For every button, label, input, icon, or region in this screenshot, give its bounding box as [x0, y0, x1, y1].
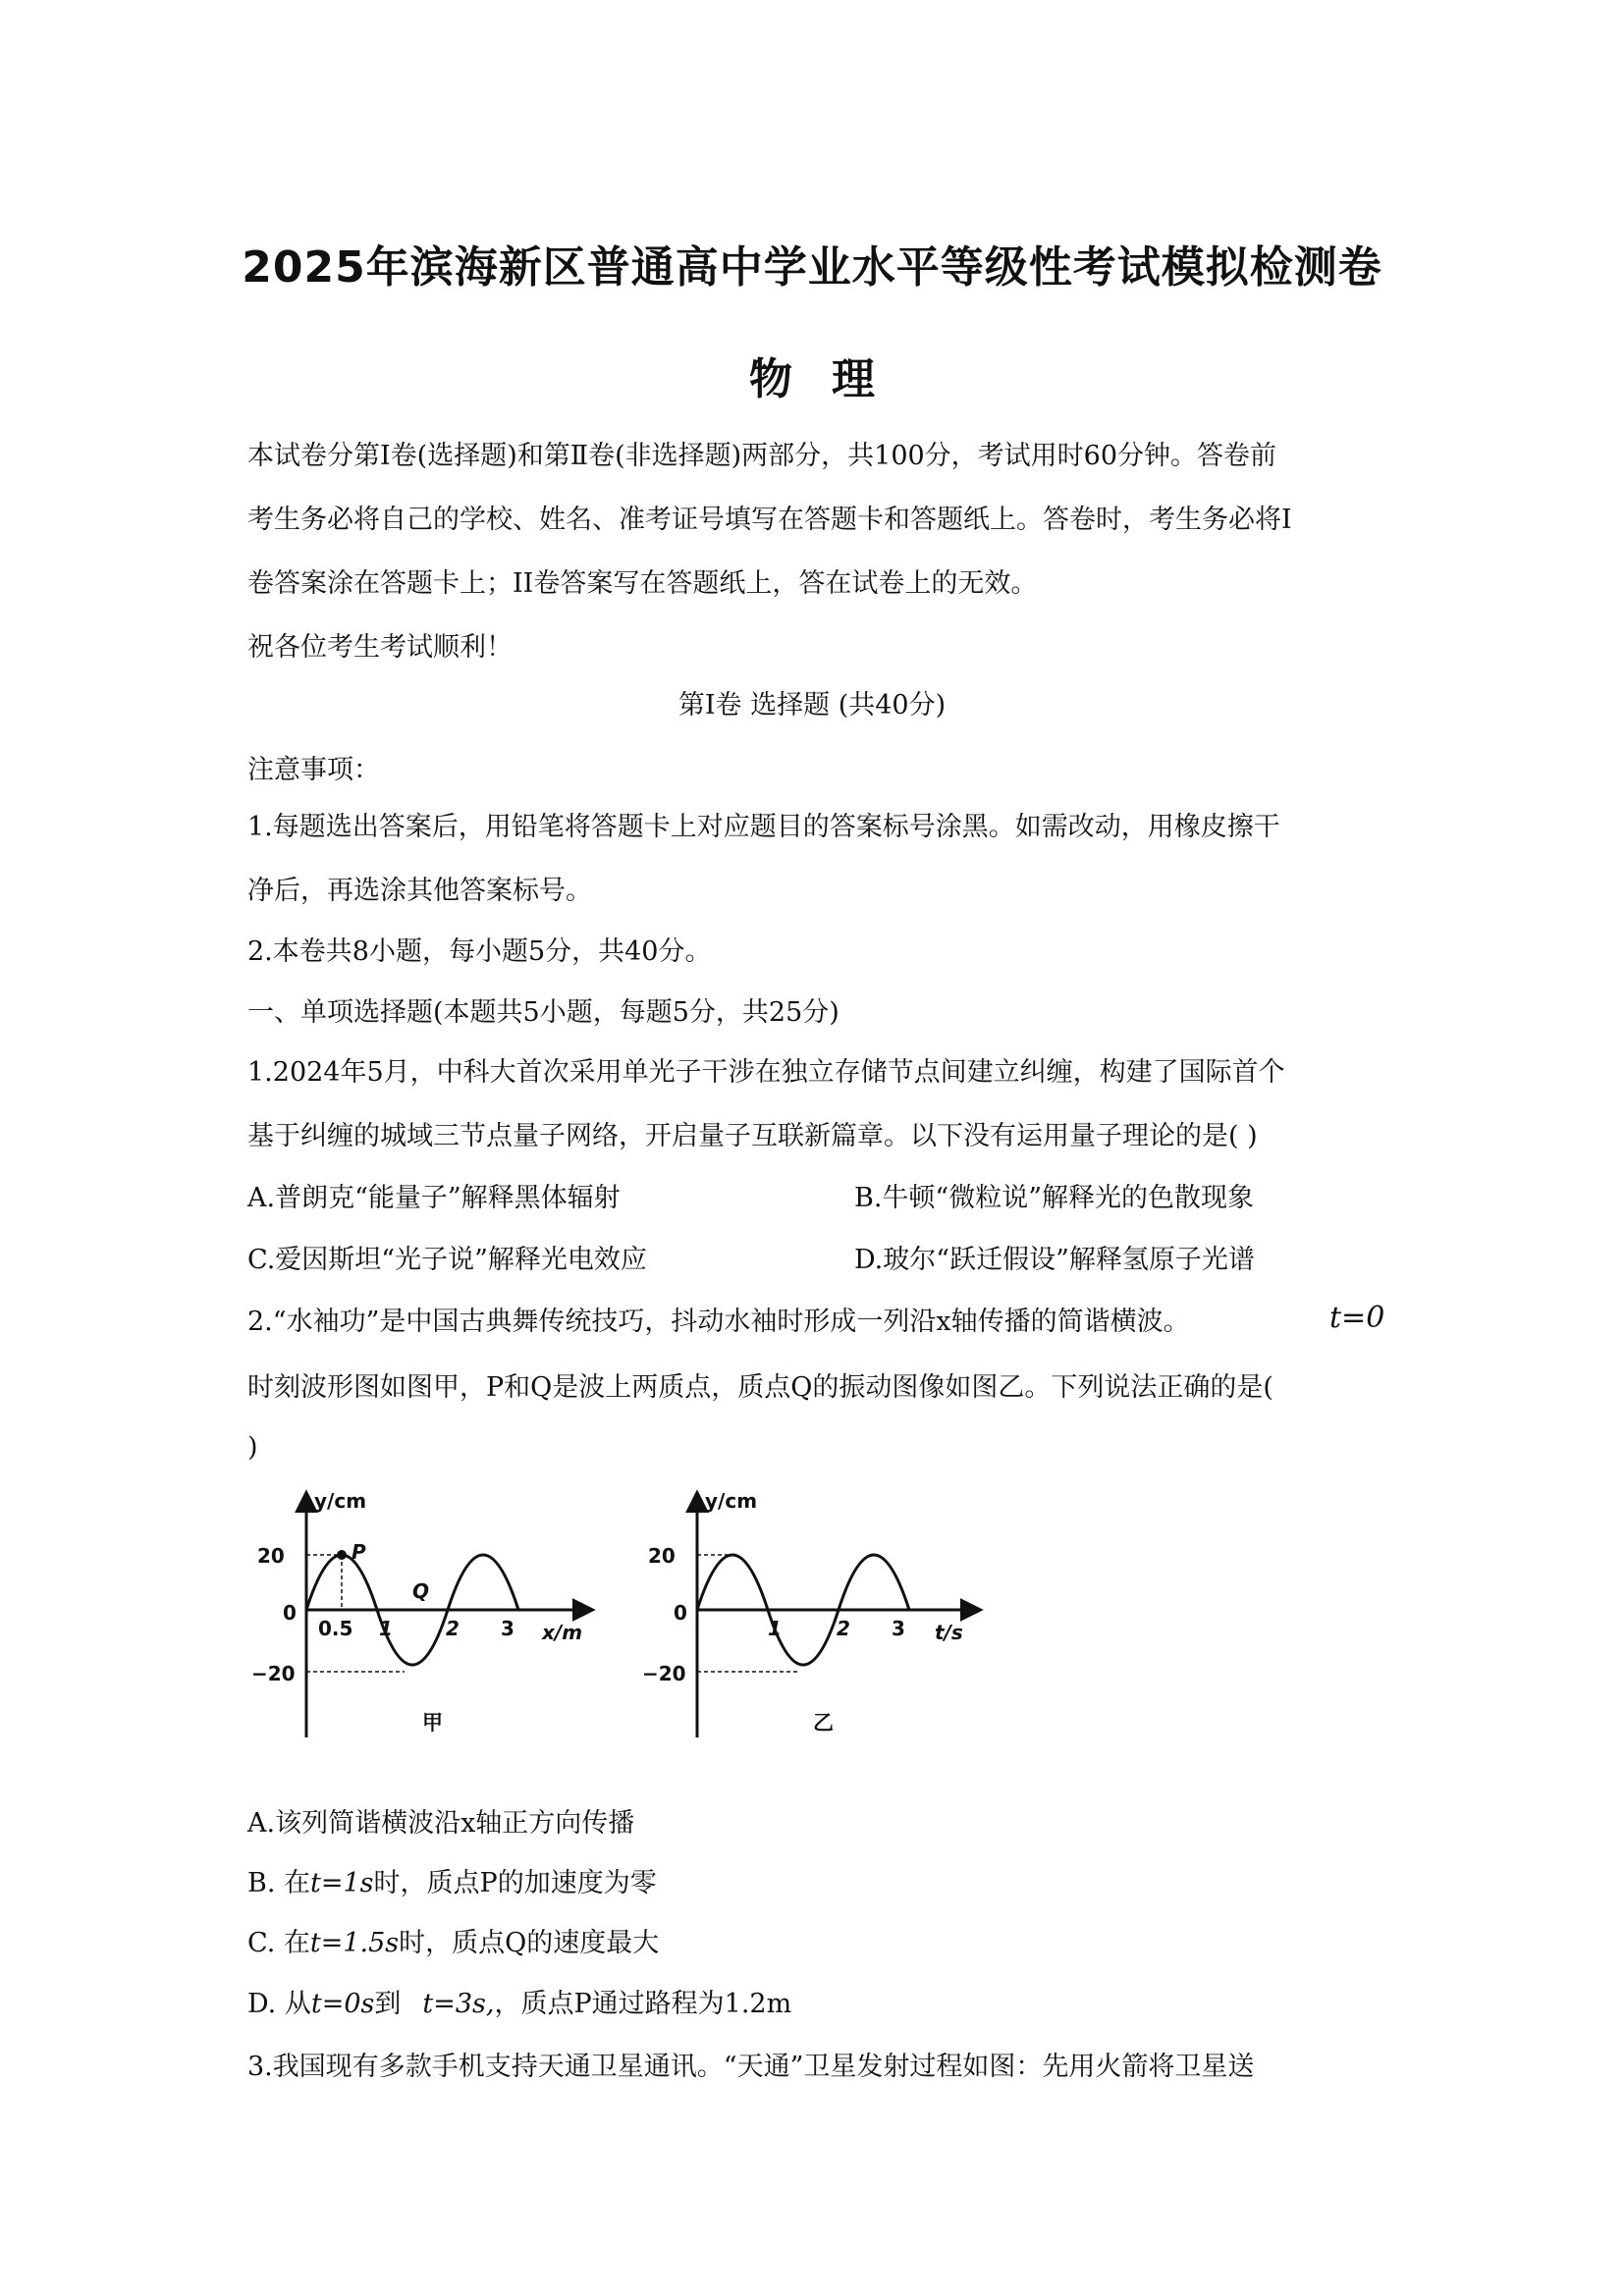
- note-1-line-2: 净后，再选涂其他答案标号。: [247, 876, 592, 906]
- q2-option-c: C. 在t=1.5s时，质点Q的速度最大: [247, 1928, 660, 1958]
- x-axis-label: x/m: [542, 1621, 583, 1644]
- y-axis-label: y/cm: [314, 1489, 367, 1513]
- note-1-line-1: 1.每题选出答案后，用铅笔将答题卡上对应题目的答案标号涂黑。如需改动，用橡皮擦干: [247, 812, 1280, 842]
- section-heading: 第I卷 选择题 (共40分): [677, 690, 947, 721]
- q1-option-b: B.牛顿“微粒说”解释光的色散现象: [854, 1183, 1255, 1213]
- q2-time-expression: t=0: [1329, 1301, 1385, 1335]
- y-tick-neg20: −20: [642, 1662, 686, 1685]
- note-2: 2.本卷共8小题，每小题5分，共40分。: [247, 936, 712, 967]
- intro-wish: 祝各位考生考试顺利！: [247, 632, 513, 663]
- wave-graph-jia: [251, 1489, 591, 1737]
- part-heading: 一、单项选择题(本题共5小题，每题5分，共25分): [247, 997, 839, 1028]
- t-tick-2: 2: [837, 1617, 850, 1640]
- t-tick-3: 3: [892, 1617, 905, 1640]
- y-tick-20: 20: [648, 1544, 676, 1568]
- t-tick-1: 1: [768, 1617, 782, 1640]
- q2-option-a: A.该列简谐横波沿x轴正方向传播: [247, 1808, 635, 1839]
- caption-jia: 甲: [422, 1711, 443, 1735]
- t-axis-label: t/s: [935, 1621, 963, 1644]
- q3-line-1: 3.我国现有多款手机支持天通卫星通讯。“天通”卫星发射过程如图：先用火箭将卫星送: [247, 2052, 1255, 2082]
- q1-option-d: D.玻尔“跃迁假设”解释氢原子光谱: [854, 1245, 1255, 1275]
- notes-label: 注意事项：: [247, 755, 380, 785]
- q2-figure: [247, 1472, 984, 1752]
- q1-line-2: 基于纠缠的城域三节点量子网络，开启量子互联新篇章。以下没有运用量子理论的是( ): [247, 1121, 1258, 1151]
- x-tick-0-5: 0.5: [318, 1617, 353, 1640]
- intro-line-3: 卷答案涂在答题卡上；II卷答案写在答题纸上，答在试卷上的无效。: [247, 568, 1038, 599]
- intro-line-1: 本试卷分第Ⅰ卷(选择题)和第Ⅱ卷(非选择题)两部分，共100分，考试用时60分钟。答卷前: [247, 441, 1277, 471]
- subject-title: 物理: [749, 354, 914, 404]
- intro-line-2: 考生务必将自己的学校、姓名、准考证号填写在答题卡和答题纸上。答卷时，考生务必将I: [247, 505, 1292, 535]
- caption-yi: 乙: [813, 1711, 834, 1735]
- y-tick-0: 0: [283, 1601, 297, 1625]
- point-p-marker: [337, 1550, 347, 1560]
- x-tick-3: 3: [501, 1617, 514, 1640]
- y-tick-neg20: −20: [251, 1662, 296, 1685]
- y-axis-label: y/cm: [705, 1489, 758, 1513]
- x-tick-1: 1: [379, 1617, 393, 1640]
- point-p-label: P: [352, 1540, 366, 1564]
- q1-option-c: C.爱因斯坦“光子说”解释光电效应: [247, 1245, 647, 1275]
- q2-option-b: B. 在t=1s时，质点P的加速度为零: [247, 1868, 657, 1898]
- q2-line-2: 时刻波形图如图甲，P和Q是波上两质点，质点Q的振动图像如图乙。下列说法正确的是(: [247, 1372, 1273, 1403]
- vibration-graph-yi: [642, 1489, 979, 1737]
- q2-option-d: D. 从t=0s到 t=3s,，质点P通过路程为1.2m: [247, 1989, 792, 2019]
- y-tick-20: 20: [257, 1544, 285, 1568]
- q1-option-a: A.普朗克“能量子”解释黑体辐射: [247, 1183, 621, 1213]
- q2-line-3: ): [247, 1432, 258, 1463]
- q2-line-1: 2.“水袖功”是中国古典舞传统技巧，抖动水袖时形成一列沿x轴传播的简谐横波。: [247, 1307, 1190, 1337]
- q1-line-1: 1.2024年5月，中科大首次采用单光子干涉在独立存储节点间建立纠缠，构建了国际首个: [247, 1057, 1285, 1088]
- y-tick-0: 0: [674, 1601, 687, 1625]
- point-q-label: Q: [412, 1579, 430, 1603]
- x-tick-2: 2: [446, 1617, 460, 1640]
- exam-title: 2025年滨海新区普通高中学业水平等级性考试模拟检测卷: [242, 242, 1382, 293]
